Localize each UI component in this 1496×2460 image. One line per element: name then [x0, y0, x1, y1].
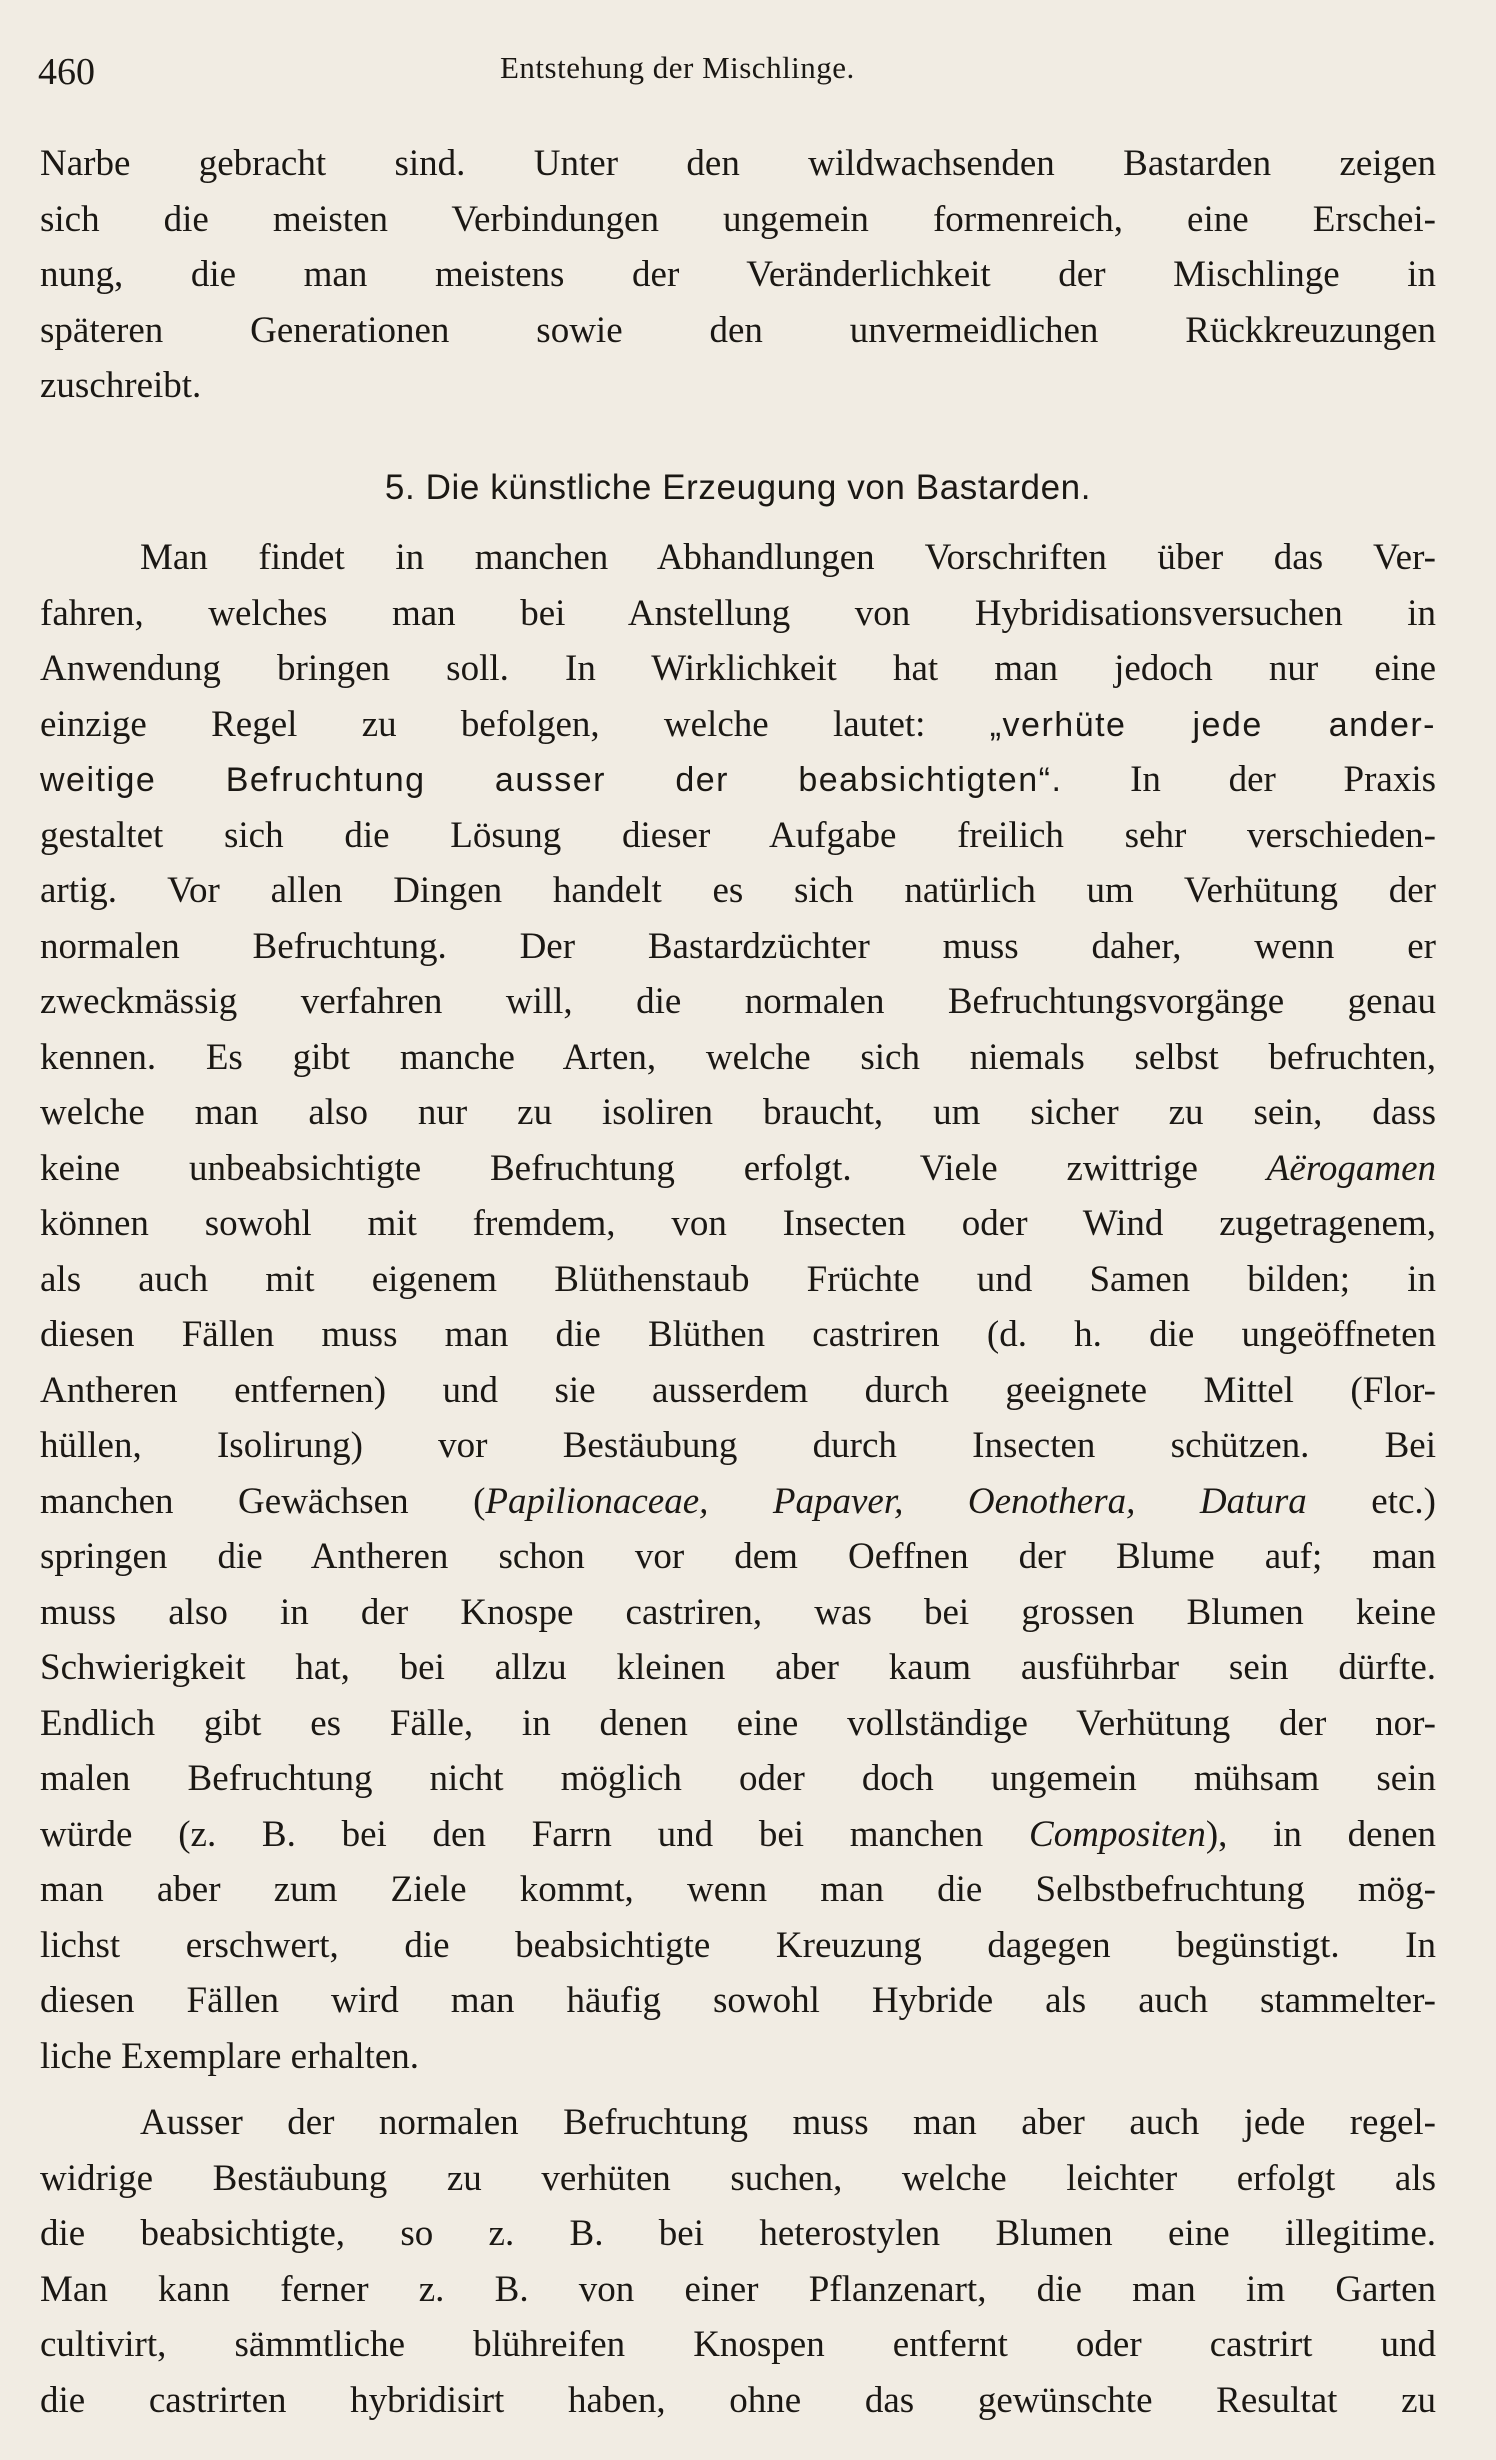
text-line: diesen Fällen wird man häufig sowohl Hybride als auch stammelter-	[40, 1980, 1436, 2021]
running-title: Entstehung der Mischlinge.	[500, 50, 855, 85]
text-line: diesen Fällen muss man die Blüthen castriren (d. h. die ungeöffneten	[40, 1314, 1436, 1355]
text-line	[40, 1807, 1436, 1863]
text-line: lichst erschwert, die beabsichtigte Kreuzung dagegen begünstigt. In	[40, 1924, 1436, 1966]
text-run: würde (z. B. bei den Farrn und bei manchen	[40, 1813, 1030, 1855]
text-line: als auch mit eigenem Blüthenstaub Früchte und Samen bilden; in	[40, 1258, 1436, 1300]
text-line: cultivirt, sämmtliche blühreifen Knospen entfernt oder castrirt und	[40, 2324, 1436, 2365]
emphasized-rule-text: „verhüte jede ander-	[989, 705, 1436, 744]
paragraph-2	[40, 2095, 1436, 2428]
text-line: liche Exemplare erhalten.	[40, 2035, 420, 2077]
text-line: gestaltet sich die Lösung dieser Aufgabe freilich sehr verschieden-	[40, 814, 1436, 856]
text-line: Schwierigkeit hat, bei allzu kleinen aber kaum ausführbar sein dürfte.	[40, 1647, 1436, 1688]
page-number: 460	[38, 51, 95, 93]
text-line	[40, 752, 1436, 808]
text-line: können sowohl mit fremdem, von Insecten oder Wind zugetragenem,	[40, 1203, 1436, 1244]
text-line: springen die Antheren schon vor dem Oeffnen der Blume auf; man	[40, 1536, 1436, 1577]
text-run: etc.)	[1306, 1480, 1437, 1522]
taxon-name: Compositen	[1029, 1813, 1206, 1855]
text-run: keine unbeabsichtigte Befruchtung erfolgt. Viele zwittrige	[40, 1147, 1267, 1189]
text-line: man aber zum Ziele kommt, wenn man die Selbstbefruchtung mög-	[40, 1869, 1436, 1910]
text-line: zweckmässig verfahren will, die normalen Befruchtungsvorgänge genau	[40, 981, 1436, 1022]
emphasized-rule-text: weitige Befruchtung ausser der beabsichtigten“.	[40, 761, 1063, 799]
text-line: hüllen, Isolirung) vor Bestäubung durch Insecten schützen. Bei	[40, 1425, 1436, 1466]
text-line: Narbe gebracht sind. Unter den wildwachsenden Bastarden zeigen	[40, 143, 1436, 184]
paragraph-1	[40, 530, 1436, 2084]
text-line: kennen. Es gibt manche Arten, welche sich niemals selbst befruchten,	[40, 1036, 1436, 1078]
text-line: zuschreibt.	[40, 365, 202, 406]
text-line	[40, 1474, 1436, 1530]
text-line: widrige Bestäubung zu verhüten suchen, welche leichter erfolgt als	[40, 2157, 1436, 2199]
text-line: nung, die man meistens der Veränderlichkeit der Mischlinge in	[40, 254, 1436, 295]
taxon-names: Papilionaceae, Papaver, Oenothera, Datura	[485, 1480, 1307, 1522]
text-line: Anwendung bringen soll. In Wirklichkeit hat man jedoch nur eine	[40, 648, 1436, 689]
text-line: Man kann ferner z. B. von einer Pflanzenart, die man im Garten	[40, 2268, 1436, 2310]
text-line	[40, 697, 1436, 753]
text-run: einzige Regel zu befolgen, welche lautet:	[40, 703, 990, 745]
text-line: fahren, welches man bei Anstellung von Hybridisationsversuchen in	[40, 592, 1436, 634]
text-line: späteren Generationen sowie den unvermeidlichen Rückkreuzungen	[40, 309, 1436, 351]
text-run: In der Praxis	[1062, 759, 1436, 800]
text-line: Ausser der normalen Befruchtung muss man aber auch jede regel-	[140, 2102, 1436, 2143]
running-head	[38, 50, 1456, 93]
text-line: die castrirten hybridisirt haben, ohne das gewünschte Resultat zu	[40, 2379, 1436, 2421]
text-line	[40, 1141, 1436, 1197]
text-line: die beabsichtigte, so z. B. bei heterostylen Blumen eine illegitime.	[40, 2213, 1436, 2254]
text-line: muss also in der Knospe castriren, was bei grossen Blumen keine	[40, 1591, 1436, 1633]
text-line: Endlich gibt es Fälle, in denen eine vollständige Verhütung der nor-	[40, 1702, 1436, 1744]
text-line: welche man also nur zu isoliren braucht, um sicher zu sein, dass	[40, 1092, 1436, 1133]
text-run: ), in denen	[1205, 1813, 1436, 1855]
section-heading: 5. Die künstliche Erzeugung von Bastarden.	[384, 468, 1092, 507]
text-line: Antheren entfernen) und sie ausserdem durch geeignete Mittel (Flor-	[40, 1369, 1436, 1411]
text-line: Man findet in manchen Abhandlungen Vorschriften über das Ver-	[140, 537, 1436, 578]
text-line: normalen Befruchtung. Der Bastardzüchter muss daher, wenn er	[40, 925, 1436, 967]
text-run: manchen Gewächsen (	[40, 1480, 486, 1522]
text-line: artig. Vor allen Dingen handelt es sich natürlich um Verhütung der	[40, 870, 1436, 911]
text-line: sich die meisten Verbindungen ungemein formenreich, eine Erschei-	[40, 198, 1436, 240]
carryover-paragraph	[40, 136, 1436, 414]
text-line: malen Befruchtung nicht möglich oder doch ungemein mühsam sein	[40, 1758, 1436, 1799]
taxon-name: Aërogamen	[1266, 1147, 1436, 1189]
